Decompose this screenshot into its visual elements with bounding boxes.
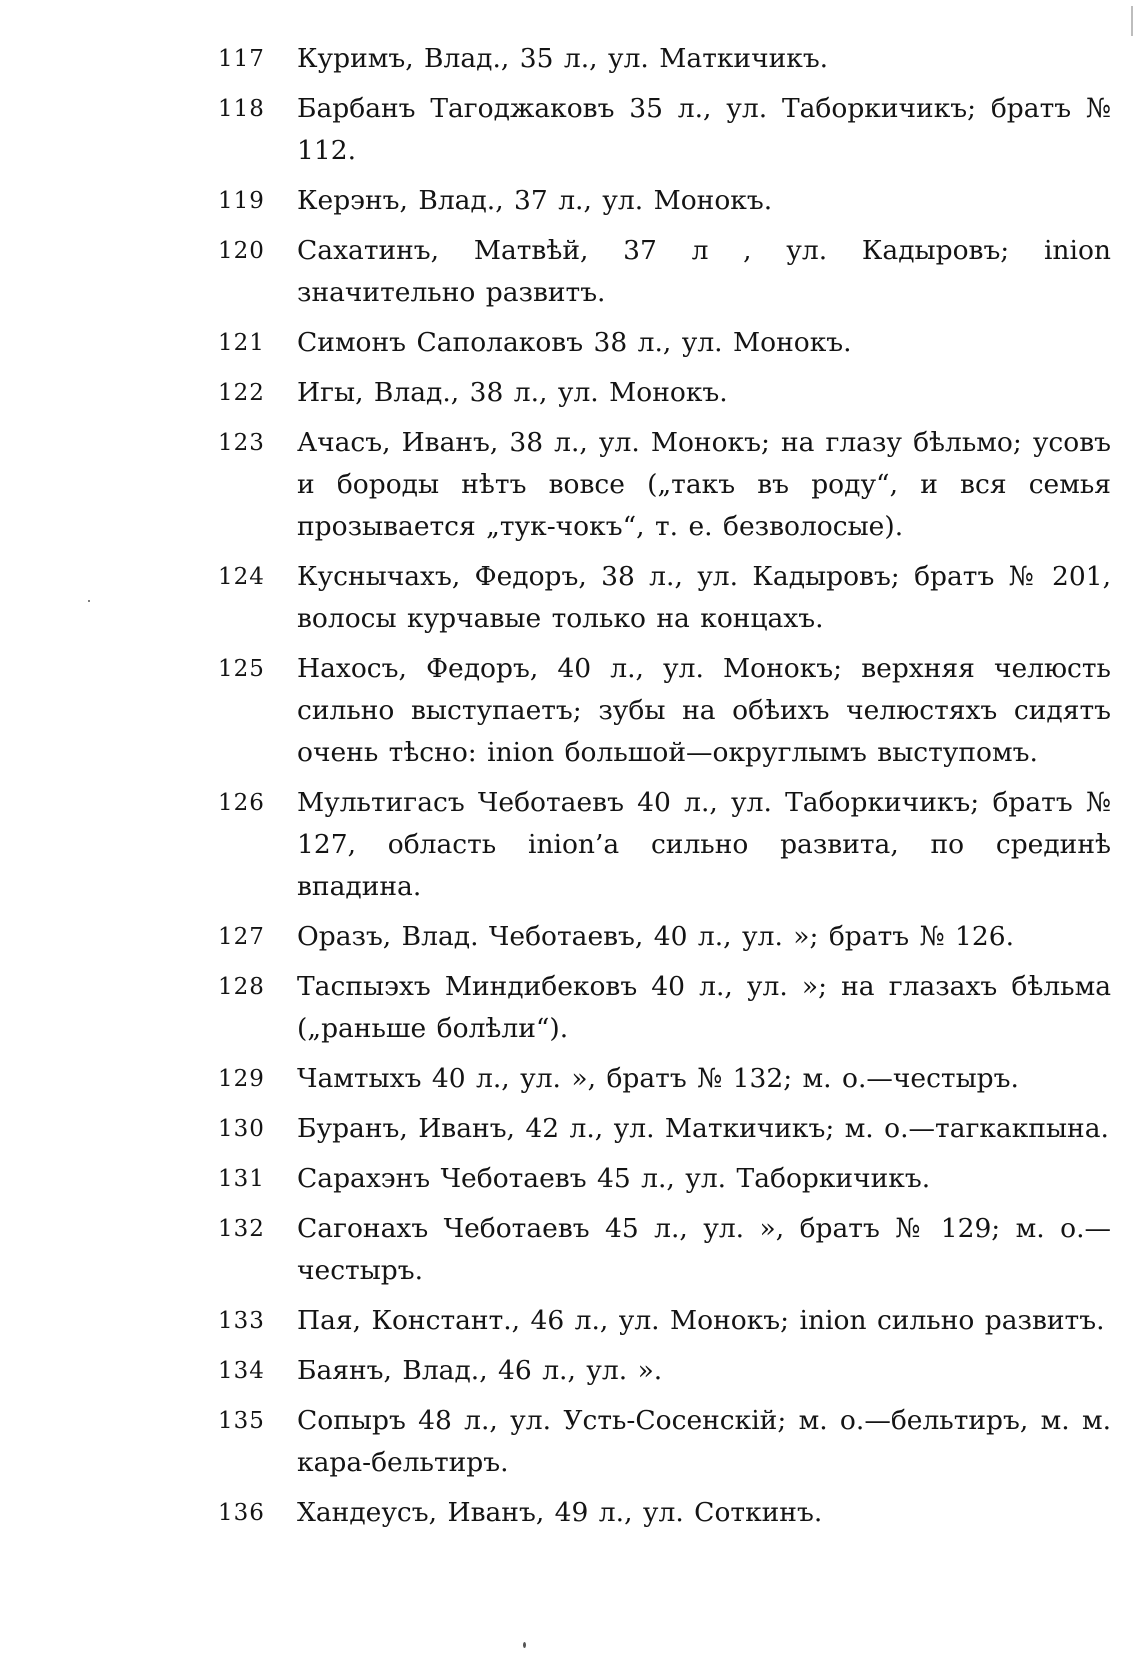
entry-number: 117	[218, 46, 265, 72]
entry-number: 129	[218, 1066, 265, 1092]
entry-number: 118	[218, 96, 265, 122]
entry-text: Симонъ Саполаковъ 38 л., ул. Монокъ.	[297, 327, 852, 358]
entry-number: 125	[218, 656, 265, 682]
entry-number: 133	[218, 1308, 265, 1334]
print-speck	[523, 1642, 526, 1648]
entry-text: Пая, Констант., 46 л., ул. Монокъ; inion сильно развитъ.	[297, 1305, 1105, 1336]
entry-text: Сахатинъ, Матвѣй, 37 л , ул. Кадыровъ; inion значительно развитъ.	[297, 235, 1111, 308]
entry-number: 135	[218, 1408, 265, 1434]
entry-text: Куснычахъ, Федоръ, 38 л., ул. Кадыровъ; братъ № 201, волосы курчавые только на концахъ.	[297, 561, 1111, 634]
list-item	[0, 1300, 1140, 1342]
list-item	[0, 372, 1140, 414]
list-item	[0, 88, 1140, 172]
list-item	[0, 782, 1140, 908]
entry-text: Сопыръ 48 л., ул. Усть-Сосенскій; м. о.—бельтиръ, м. м. кара-бельтиръ.	[297, 1405, 1111, 1478]
list-item	[0, 422, 1140, 548]
list-item	[0, 1108, 1140, 1150]
entry-text: Нахосъ, Федоръ, 40 л., ул. Монокъ; верхняя челюсть сильно выступаетъ; зубы на обѣихъ челюстяхъ сидятъ очень тѣсно: inion большой—округлымъ выступомъ.	[297, 653, 1111, 768]
entry-text: Сагонахъ Чеботаевъ 45 л., ул. », братъ № 129; м. о.—честыръ.	[297, 1213, 1111, 1286]
list-item	[0, 648, 1140, 774]
entry-text: Керэнъ, Влад., 37 л., ул. Монокъ.	[297, 185, 773, 216]
entry-number: 121	[218, 330, 265, 356]
list-item	[0, 322, 1140, 364]
list-item	[0, 1350, 1140, 1392]
list-item	[0, 1158, 1140, 1200]
list-item	[0, 556, 1140, 640]
list-item	[0, 180, 1140, 222]
margin-mark	[1131, 6, 1133, 36]
entry-text: Барбанъ Тагоджаковъ 35 л., ул. Таборкичикъ; братъ № 112.	[297, 93, 1111, 166]
entry-number: 122	[218, 380, 265, 406]
entry-text: Буранъ, Иванъ, 42 л., ул. Маткичикъ; м. о.—тагкакпына.	[297, 1113, 1109, 1144]
entry-text: Таспыэхъ Миндибековъ 40 л., ул. »; на глазахъ бѣльма („раньше болѣли“).	[297, 971, 1111, 1044]
list-item	[0, 1058, 1140, 1100]
entry-text: Куримъ, Влад., 35 л., ул. Маткичикъ.	[297, 43, 829, 74]
entry-number: 120	[218, 238, 265, 264]
list-item	[0, 230, 1140, 314]
entry-number: 124	[218, 564, 265, 590]
entry-text: Хандеусъ, Иванъ, 49 л., ул. Соткинъ.	[297, 1497, 823, 1528]
list-item	[0, 38, 1140, 80]
entry-text: Ачасъ, Иванъ, 38 л., ул. Монокъ; на глазу бѣльмо; усовъ и бороды нѣтъ вовсе („такъ въ роду“, и вся семья прозывается „тук-чокъ“, т. е. безволосые).	[297, 427, 1111, 542]
entry-number: 134	[218, 1358, 265, 1384]
list-item	[0, 1208, 1140, 1292]
entry-text: Сарахэнъ Чеботаевъ 45 л., ул. Таборкичикъ.	[297, 1163, 931, 1194]
print-speck	[88, 600, 90, 602]
entry-number: 130	[218, 1116, 265, 1142]
list-item	[0, 1400, 1140, 1484]
entry-number: 128	[218, 974, 265, 1000]
entry-number: 123	[218, 430, 265, 456]
entry-number: 132	[218, 1216, 265, 1242]
entry-number: 126	[218, 790, 265, 816]
entry-number: 131	[218, 1166, 265, 1192]
list-item	[0, 916, 1140, 958]
entry-text: Игы, Влад., 38 л., ул. Монокъ.	[297, 377, 728, 408]
entry-text: Баянъ, Влад., 46 л., ул. ».	[297, 1355, 663, 1386]
entry-text: Чамтыхъ 40 л., ул. », братъ № 132; м. о.—честыръ.	[297, 1063, 1019, 1094]
list-item	[0, 1492, 1140, 1534]
entry-text: Мультигасъ Чеботаевъ 40 л., ул. Таборкичикъ; братъ № 127, область inion’а сильно развита, по срединѣ впадина.	[297, 787, 1111, 902]
entry-list	[0, 38, 1140, 1542]
entry-number: 119	[218, 188, 265, 214]
entry-number: 127	[218, 924, 265, 950]
list-item	[0, 966, 1140, 1050]
entry-text: Оразъ, Влад. Чеботаевъ, 40 л., ул. »; братъ № 126.	[297, 921, 1015, 952]
entry-number: 136	[218, 1500, 265, 1526]
